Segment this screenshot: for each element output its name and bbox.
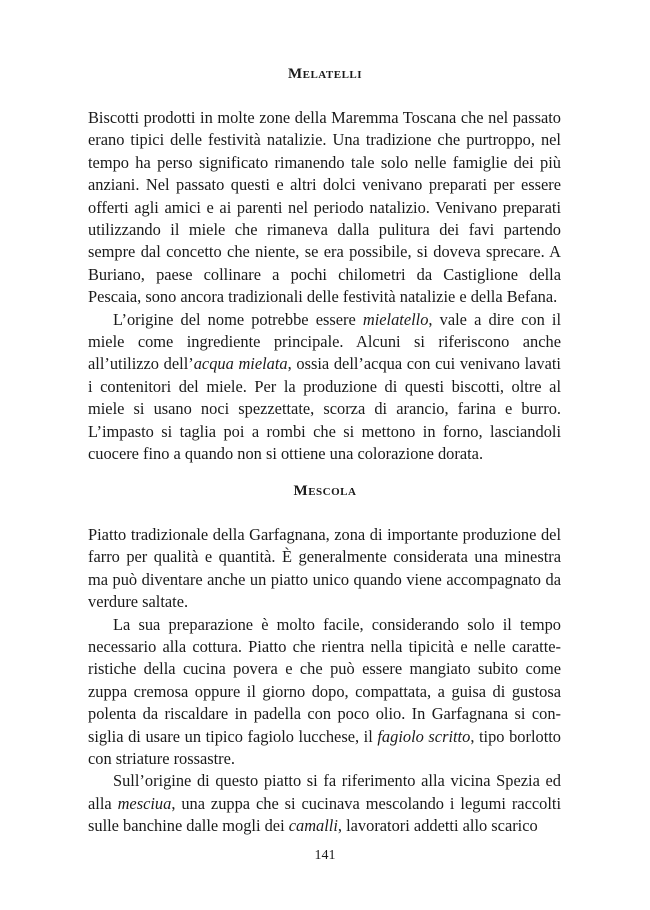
text-run: Sull’origine di questo piatto si fa riferimento alla vicina Spezia ed alla: [88, 771, 561, 813]
text-run: , vale a dire con il miele come ingrediente principale. Alcuni si riferiscono anche all’utilizzo dell’: [88, 309, 562, 374]
paragraph-melatelli-1: [88, 107, 561, 309]
text-run: , ossia dell’acqua con cui venivano lavati i contenitori del miele. Per la produzione di questi biscotti, oltre al miele si usano noci spezzettate, scorza di arancio, farina e burro. L’impasto si taglia poi a rombi che si mettono in forno, lasciandoli cuocere fino a quando non si ottiene una colorazione dorata.: [88, 354, 561, 464]
paragraph-melatelli-2: [88, 309, 561, 466]
paragraph-mescola-3: [88, 770, 561, 837]
italic-term: camalli: [288, 816, 338, 836]
section-body-mescola: [88, 524, 561, 838]
text-run: , una zuppa che si cucinava mescolando i legumi raccolti sulle banchine dalle mogli dei: [88, 793, 561, 836]
italic-term: mesciua: [117, 793, 172, 813]
text-run: Biscotti prodotti in molte zone della Maremma Toscana che nel passato erano tipici delle festività natalizie. Una tradizione che purtroppo, nel tempo ha perso significato rimanendo tale solo nelle famiglie dei più anziani. Nel passato questi e altri dolci venivano preparati per essere offerti agli amici e ai parenti nel periodo natalizio. Venivano preparati utilizzando il miele che rimaneva dalla pulitura dei favi partendo sempre dal concetto che niente, se era possibile, si doveva sprecare. A Buriano, paese collinare a pochi chilometri da Castiglione della Pescaia, sono ancora tradizionali delle festività natalizie e della Befana.: [88, 108, 561, 307]
text-run: La sua preparazione è molto facile, considerando solo il tempo necessario alla cottura. Piatto che rientra nella tipicità e nelle caratteristiche della cucina povera e che può essere mangiato subito come zuppa cremosa oppure il giorno dopo, compattata, a guisa di gustosa polenta da riscaldare in padella con poco olio. In Garfagnana si consiglia di usare un tipico fagiolo lucchese, il: [88, 614, 561, 746]
text-run: , tipo borlotto con striature rossastre.: [88, 726, 561, 769]
text-run: Piatto tradizionale della Garfagnana, zona di importante produzione del farro per qualità e quantità. È generalmente considerata una minestra ma può diventare anche un piatto unico quando viene accompagnato da verdure saltate.: [88, 525, 561, 612]
paragraph-mescola-2: [88, 614, 561, 771]
section-title-mescola: Mescola: [293, 483, 357, 499]
section-title-melatelli: Melatelli: [287, 66, 363, 82]
text-run: L’origine del nome potrebbe essere: [113, 309, 363, 329]
text-run: , lavoratori addetti allo scarico: [337, 816, 538, 836]
section-body-melatelli: [88, 107, 561, 466]
italic-term: mielatello: [362, 309, 429, 329]
italic-term: acqua mielata: [193, 354, 288, 374]
paragraph-mescola-1: [88, 524, 561, 614]
page-number: 141: [314, 848, 336, 863]
italic-term: fagiolo scritto: [377, 726, 471, 746]
